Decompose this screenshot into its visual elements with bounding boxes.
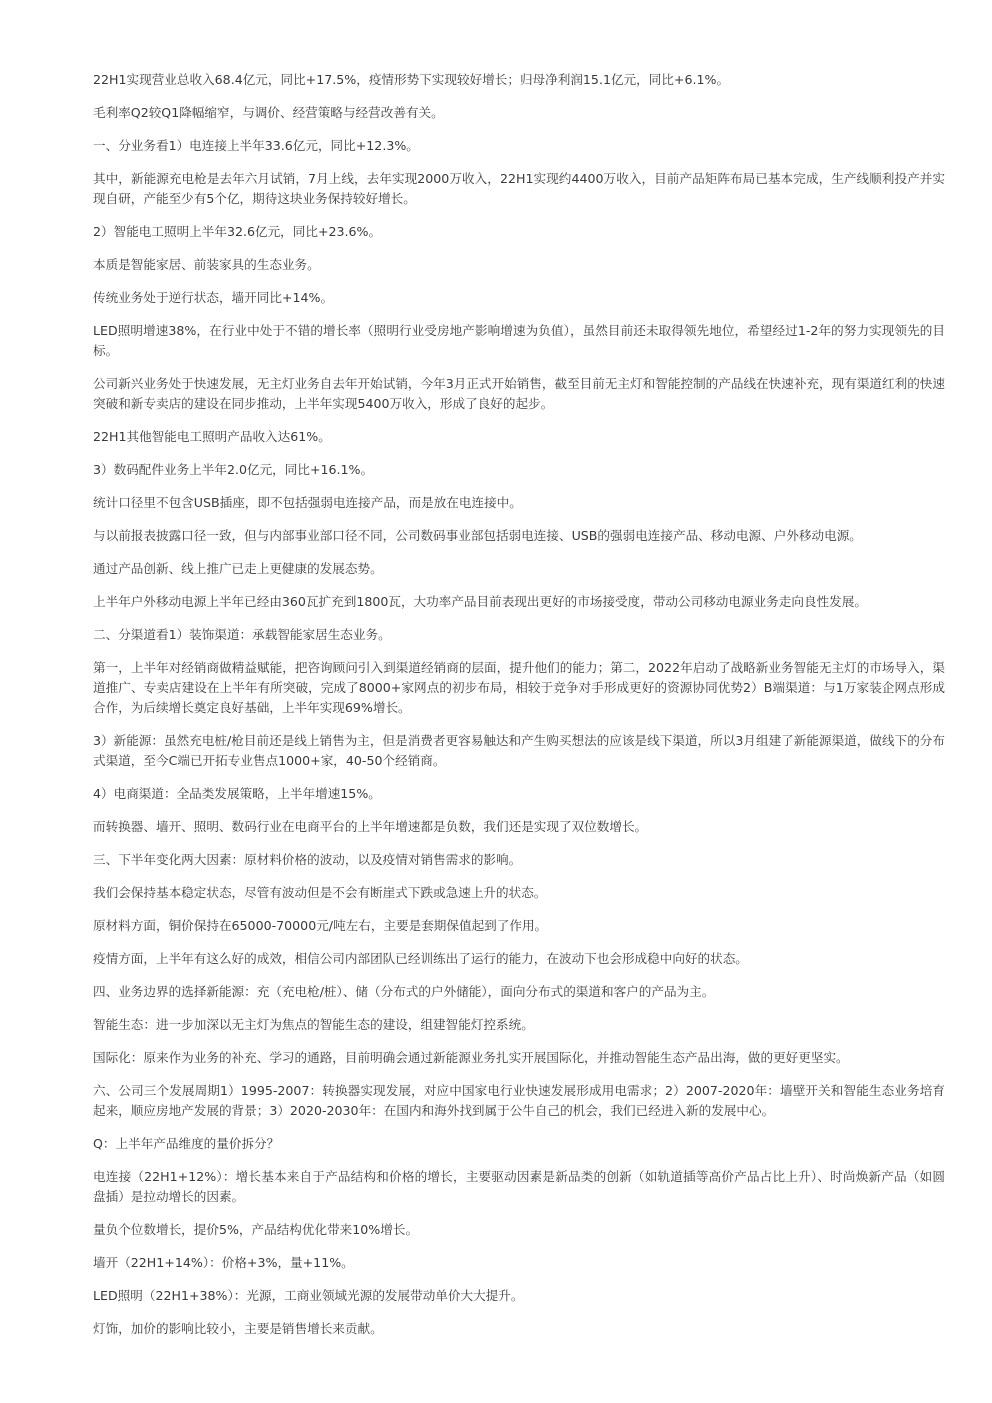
paragraph-digital-accessories: 3）数码配件业务上半年2.0亿元，同比+16.1%。 <box>93 462 374 477</box>
paragraph-smart-ecosystem: 智能生态：进一步加深以无主灯为焦点的智能生态的建设，组建智能灯控系统。 <box>93 1017 534 1032</box>
paragraph-smart-home-nature: 本质是智能家居、前装家具的生态业务。 <box>93 257 320 272</box>
paragraph-outdoor-power: 上半年户外移动电源上半年已经由360瓦扩充到1800瓦，大功率产品目前表现出更好的市场接受度，带动公司移动电源业务走向良性发展。 <box>93 594 867 609</box>
document-body <box>93 70 945 1352</box>
paragraph-revenue-summary: 22H1实现营业总收入68.4亿元，同比+17.5%，疫情形势下实现较好增长；归母净利润15.1亿元，同比+6.1%。 <box>93 72 730 87</box>
paragraph-lighting-fixtures: 灯饰，加价的影响比较小，主要是销售增长来贡献。 <box>93 1321 383 1336</box>
paragraph-gross-margin: 毛利率Q2较Q1降幅缩窄，与调价、经营策略与经营改善有关。 <box>93 105 444 120</box>
paragraph-smart-lighting: 2）智能电工照明上半年32.6亿元，同比+23.6%。 <box>93 224 382 239</box>
paragraph-reporting-scope: 与以前报表披露口径一致，但与内部事业部口径不同，公司数码事业部包括弱电连接、USB的强弱电连接产品、移动电源、户外移动电源。 <box>93 528 862 543</box>
paragraph-led-price: LED照明（22H1+38%）：光源，工商业领域光源的发展带动单价大大提升。 <box>93 1288 524 1303</box>
paragraph-charging-gun: 其中，新能源充电枪是去年六月试销，7月上线，去年实现2000万收入，22H1实现约4400万收入，目前产品矩阵布局已基本完成，生产线顺利投产并实现自研，产能至少有5个亿，期待这块业务保持较好增长。 <box>93 171 945 206</box>
paragraph-section-channels: 二、分渠道看1）装饰渠道：承载智能家居生态业务。 <box>93 627 391 642</box>
paragraph-raw-materials: 原材料方面，铜价保持在65000-70000元/吨左右，主要是套期保值起到了作用。 <box>93 918 548 933</box>
paragraph-product-innovation: 通过产品创新、线上推广已走上更健康的发展态势。 <box>93 561 383 576</box>
paragraph-dealer-empowerment: 第一，上半年对经销商做精益赋能，把咨询顾问引入到渠道经销商的层面，提升他们的能力；第二，2022年启动了战略新业务智能无主灯的市场导入，渠道推广、专卖店建设在上半年有所突破，完成了8000+家网点的初步布局，相较于竞争对手形成更好的资源协同优势2）B端渠道：与1万家装企网点形成合作，为后续增长奠定良好基础，上半年实现69%增长。 <box>93 660 945 715</box>
paragraph-section-boundaries: 四、业务边界的选择新能源：充（充电枪/桩）、储（分布式的户外储能），面向分布式的渠道和客户的产品为主。 <box>93 984 715 999</box>
paragraph-section-business: 一、分业务看1）电连接上半年33.6亿元，同比+12.3%。 <box>93 138 419 153</box>
paragraph-led-lighting: LED照明增速38%，在行业中处于不错的增长率（照明行业受房地产影响增速为负值），虽然目前还未取得领先地位，希望经过1-2年的努力实现领先的目标。 <box>93 323 945 358</box>
paragraph-other-products: 22H1其他智能电工照明产品收入达61%。 <box>93 429 331 444</box>
paragraph-wall-switch: 墙开（22H1+14%）：价格+3%，量+11%。 <box>93 1255 354 1270</box>
paragraph-electrical-connection: 电连接（22H1+12%）：增长基本来自于产品结构和价格的增长，主要驱动因素是新品类的创新（如轨道插等高价产品占比上升）、时尚焕新产品（如圆盘插）是拉动增长的因素。 <box>93 1169 945 1204</box>
paragraph-new-energy-channel: 3）新能源：虽然充电桩/枪目前还是线上销售为主，但是消费者更容易触达和产生购买想法的应该是线下渠道，所以3月组建了新能源渠道，做线下的分布式渠道，至今C端已开拓专业售点1000+家，40-50个经销商。 <box>93 733 945 768</box>
paragraph-epidemic: 疫情方面，上半年有这么好的成效，相信公司内部团队已经训练出了运行的能力，在波动下也会形成稳中向好的状态。 <box>93 951 748 966</box>
paragraph-internationalization: 国际化：原来作为业务的补充、学习的通路，目前明确会通过新能源业务扎实开展国际化，并推动智能生态产品出海，做的更好更坚实。 <box>93 1050 849 1065</box>
paragraph-volume-price: 量负个位数增长，提价5%，产品结构优化带来10%增长。 <box>93 1222 419 1237</box>
paragraph-question: Q：上半年产品维度的量价拆分？ <box>93 1136 280 1151</box>
paragraph-ecommerce-growth: 而转换器、墙开、照明、数码行业在电商平台的上半年增速都是负数，我们还是实现了双位数增长。 <box>93 819 648 834</box>
paragraph-usb-scope: 统计口径里不包含USB插座，即不包括强弱电连接产品，而是放在电连接中。 <box>93 495 522 510</box>
paragraph-traditional-business: 传统业务处于逆行状态，墙开同比+14%。 <box>93 290 334 305</box>
paragraph-section-h2-factors: 三、下半年变化两大因素：原材料价格的波动，以及疫情对销售需求的影响。 <box>93 852 522 867</box>
paragraph-ecommerce-channel: 4）电商渠道：全品类发展策略，上半年增速15%。 <box>93 786 381 801</box>
paragraph-stable-state: 我们会保持基本稳定状态，尽管有波动但是不会有断崖式下跌或急速上升的状态。 <box>93 885 547 900</box>
paragraph-section-development-cycles: 六、公司三个发展周期1）1995-2007：转换器实现发展，对应中国家电行业快速发展形成用电需求；2）2007-2020年：墙壁开关和智能生态业务培育起来，顺应房地产发展的背景；3）2020-2030年：在国内和海外找到属于公牛自己的机会，我们已经进入新的发展中心。 <box>93 1083 945 1118</box>
paragraph-emerging-business: 公司新兴业务处于快速发展，无主灯业务自去年开始试销，今年3月正式开始销售，截至目前无主灯和智能控制的产品线在快速补充，现有渠道红利的快速突破和新专卖店的建设在同步推动，上半年实现5400万收入，形成了良好的起步。 <box>93 376 945 411</box>
